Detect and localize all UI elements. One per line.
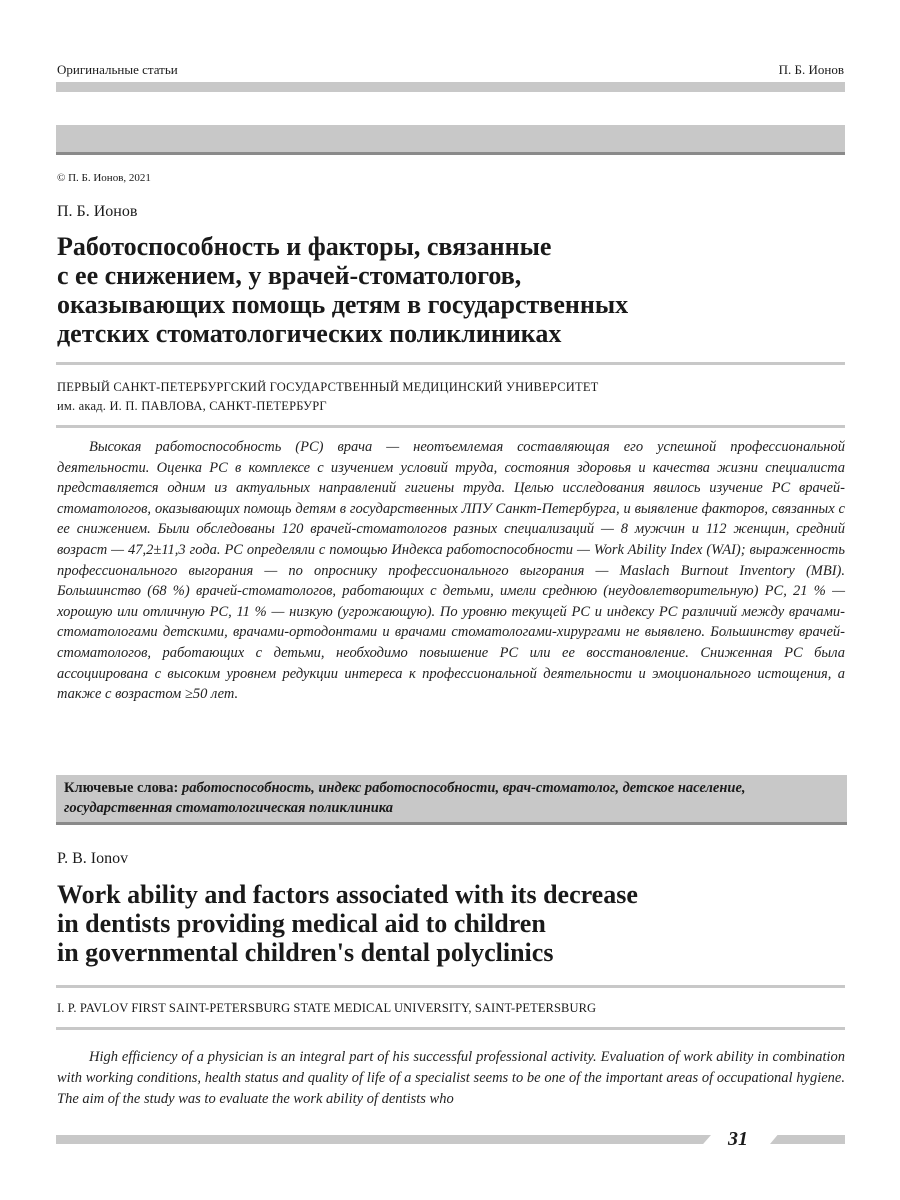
title-ru-line: оказывающих помощь детям в государственных	[57, 290, 629, 319]
abstract-en: High efficiency of a physician is an integral part of his successful professional activity. Evaluation of work ability in combination with working conditions, health status and quality of life of a specialist seems to be one of the important areas of occupational hygiene. The aim of the study was to evaluate the work ability of dentists who	[57, 1049, 845, 1107]
article-title-en	[57, 880, 837, 967]
title-ru-line: детских стоматологических поликлиниках	[57, 319, 562, 348]
title-en-line: in dentists providing medical aid to children	[57, 909, 546, 938]
affiliation-en: I. P. PAVLOV FIRST SAINT-PETERSBURG STATE MEDICAL UNIVERSITY, SAINT-PETERSBURG	[57, 1001, 597, 1015]
footer-bar-left	[56, 1135, 711, 1144]
title-ru-divider	[56, 362, 845, 365]
abstract-ru: Высокая работоспособность (РС) врача — неотъемлемая составляющая его успешной профессиональной деятельности. Оценка РС в комплексе с изучением условий труда, состояния здоровья и качества жизни специалиста представляется одним из актуальных направлений гигиены труда. Целью исследования явилось изучение РС врачей-стоматологов, оказывающих помощь детям в государственных ЛПУ Санкт-Петербурга, и выявление факторов, связанных с ее снижением. Были обследованы 120 врачей-стоматологов разных специализаций — 8 мужчин и 112 женщин, средний возраст — 47,2±11,3 года. РС определяли с помощью Индекса работоспособности — Work Ability Index (WAI); выраженность профессионального выгорания — по опроснику профессионального выгорания — Maslach Burnout Inventory (MBI). Большинство (68 %) врачей-стоматологов, работающих с детьми, имели среднюю (неудовлетворительную) РС, 21 % — хорошую или отличную РС, 11 % — низкую (угрожающую). По уровню текущей РС и индексу РС различий между врачами-стоматологами детскими, врачами-ортодонтами и врачами стоматологами-хирургами не выявлено. Большинству врачей-стоматологов, работающих с детьми, необходимо повышение РС или ее восстановление. Сниженная РС была ассоциирована с высоким уровнем редукции интереса к профессиональной деятельности и эмоционального истощения, а также с возрастом ≥50 лет.	[57, 439, 845, 703]
keywords-box	[56, 775, 847, 825]
keywords-list: работоспособность, индекс работоспособности, врач-стоматолог, детское население, государственная стоматологическая поликлиника	[64, 780, 746, 816]
author-name-ru: П. Б. Ионов	[57, 203, 138, 220]
header-divider-bar	[56, 82, 845, 92]
title-en-line: Work ability and factors associated with its decrease	[57, 880, 638, 909]
article-title-ru	[57, 232, 837, 348]
author-name-en: P. B. Ionov	[57, 850, 129, 867]
title-ru-line: Работоспособность и факторы, связанные	[57, 232, 552, 261]
title-en-divider	[56, 985, 845, 988]
footer-bar-right	[770, 1135, 845, 1144]
affiliation-ru	[57, 378, 599, 416]
keywords-label: Ключевые слова:	[64, 780, 179, 796]
running-header-author: П. Б. Ионов	[778, 62, 844, 77]
copyright-notice: © П. Б. Ионов, 2021	[57, 172, 151, 184]
affiliation-ru-divider	[56, 425, 845, 428]
title-en-line: in governmental children's dental polyclinics	[57, 938, 554, 967]
affiliation-en-divider	[56, 1027, 845, 1030]
affiliation-ru-line: им. акад. И. П. ПАВЛОВА, САНКТ-ПЕТЕРБУРГ	[57, 399, 327, 413]
affiliation-ru-line: ПЕРВЫЙ САНКТ-ПЕТЕРБУРГСКИЙ ГОСУДАРСТВЕННЫЙ МЕДИЦИНСКИЙ УНИВЕРСИТЕТ	[57, 380, 599, 394]
page-number: 31	[728, 1128, 748, 1150]
running-header-section: Оригинальные статьи	[57, 62, 178, 77]
title-ru-line: с ее снижением, у врачей-стоматологов,	[57, 261, 522, 290]
decorative-band	[56, 125, 845, 155]
